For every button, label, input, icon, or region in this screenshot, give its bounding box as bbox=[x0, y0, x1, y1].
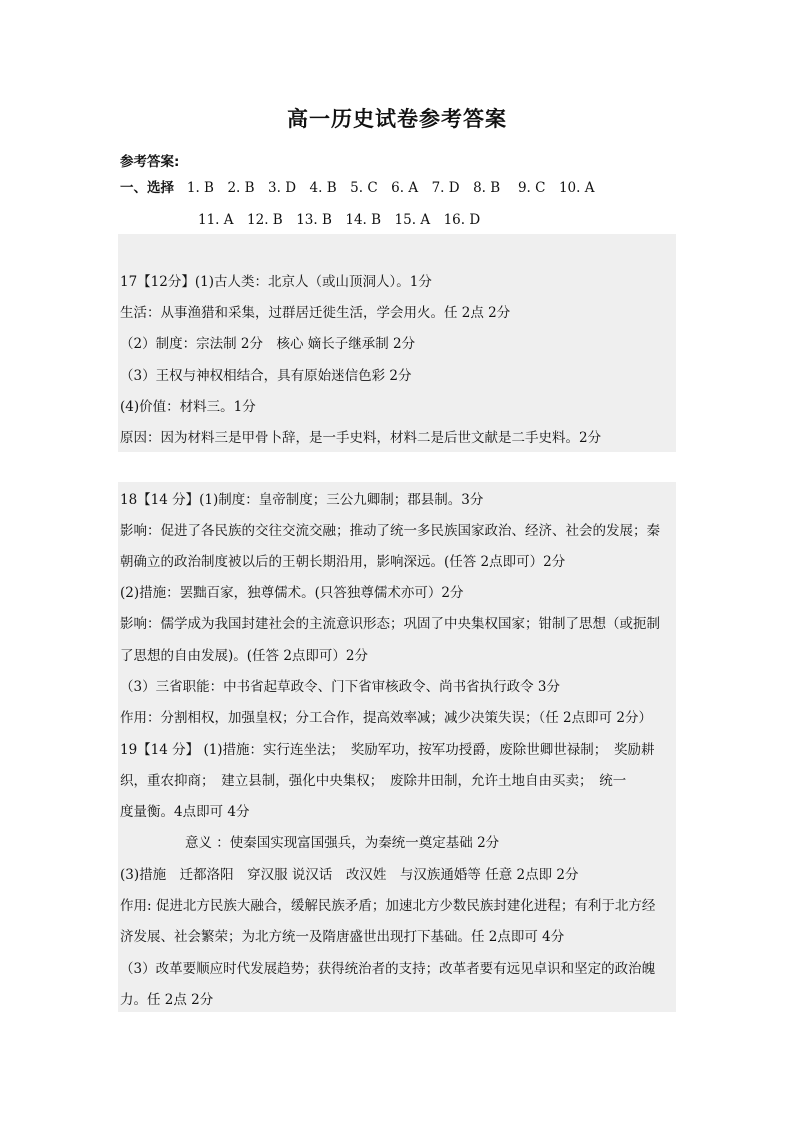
q17-line: 生活：从事渔猎和采集，过群居迁徙生活，学会用火。任 2点 2分 bbox=[120, 305, 511, 321]
q19-line: 织，重农抑商； 建立县制，强化中央集权； 废除井田制，允许土地自由买卖； 统一 bbox=[120, 773, 627, 789]
q18-line: 了思想的自由发展)。(任答 2点即可）2分 bbox=[120, 648, 369, 664]
q17-line: 17【12分】(1)古人类：北京人（或山顶洞人）。1分 bbox=[120, 274, 432, 290]
q19-line: 作用: 促进北方民族大融合，缓解民族矛盾；加速北方少数民族封建化进程；有利于北方经 bbox=[120, 898, 656, 914]
choice-answers-row-1 bbox=[120, 178, 594, 198]
q18-line: 作用：分割相权，加强皇权；分工合作，提高效率减；减少决策失误；（任 2点即可 2分） bbox=[120, 710, 653, 726]
q18-line: (2)措施：罢黜百家，独尊儒术。(只答独尊儒术亦可）2分 bbox=[120, 585, 464, 601]
q17-line: 原因：因为材料三是甲骨卜辞，是一手史料，材料二是后世文献是二手史料。2分 bbox=[120, 430, 602, 446]
choice-section-label: 一、选择 bbox=[120, 180, 174, 196]
page-title: 高一历史试卷参考答案 bbox=[287, 107, 507, 131]
q18-line: 影响：促进了各民族的交往交流交融；推动了统一多民族国家政治、经济、社会的发展；秦 bbox=[120, 523, 660, 539]
q19-line: 度量衡。4点即可 4分 bbox=[120, 804, 250, 820]
q18-line: （3）三省职能：中书省起草政令、门下省审核政令、尚书省执行政令 3分 bbox=[120, 679, 560, 695]
q19-line: （3）改革要顺应时代发展趋势；获得统治者的支持；改革者要有远见卓识和坚定的政治魄 bbox=[120, 961, 656, 977]
q19-line: 济发展、社会繁荣；为北方统一及隋唐盛世出现打下基础。任 2点即可 4分 bbox=[120, 929, 565, 945]
q19-line: 力。任 2点 2分 bbox=[120, 992, 214, 1008]
q18-line: 朝确立的政治制度被以后的王朝长期沿用，影响深远。(任答 2点即可）2分 bbox=[120, 554, 566, 570]
q17-line: （3）王权与神权相结合，具有原始迷信色彩 2分 bbox=[120, 368, 412, 384]
q18-line: 18【14 分】(1)制度：皇帝制度；三公九卿制；郡县制。3分 bbox=[120, 492, 484, 508]
q19-line: 意义 ：使秦国实现富国强兵，为秦统一奠定基础 2分 bbox=[185, 835, 500, 851]
choice-row-1-text: 1. B 2. B 3. D 4. B 5. C 6. A 7. D 8. B 9. C 10. A bbox=[186, 180, 595, 196]
q17-line: (4)价值：材料三。1分 bbox=[120, 399, 256, 415]
reference-answer-label: 参考答案: bbox=[120, 154, 180, 170]
q19-line: 19【14 分】 (1)措施：实行连坐法； 奖励军功，按军功授爵，废除世卿世禄制； 奖励耕 bbox=[120, 742, 655, 758]
q19-line: (3)措施 迁都洛阳 穿汉服 说汉话 改汉姓 与汉族通婚等 任意 2点即 2分 bbox=[120, 867, 579, 883]
choice-answers-row-2: 11. A 12. B 13. B 14. B 15. A 16. D bbox=[198, 212, 481, 228]
q18-line: 影响：儒学成为我国封建社会的主流意识形态；巩固了中央集权国家；钳制了思想（或扼制 bbox=[120, 616, 660, 632]
q17-line: （2）制度：宗法制 2分 核心 嫡长子继承制 2分 bbox=[120, 336, 416, 352]
